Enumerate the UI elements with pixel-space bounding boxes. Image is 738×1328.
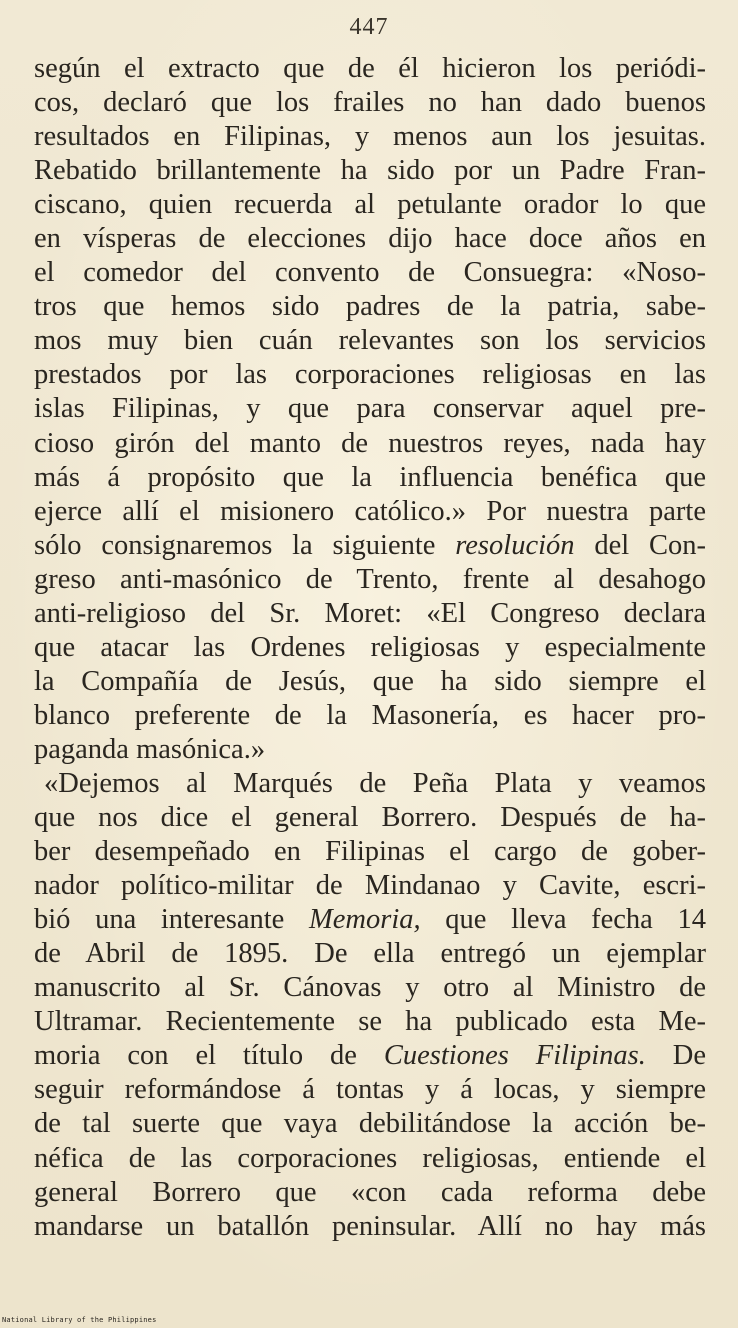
text-line <box>34 358 706 392</box>
italic-phrase: resolución <box>455 529 575 561</box>
text-line <box>34 563 706 597</box>
text-segment: moria con el título de <box>34 1040 384 1072</box>
text-segment: islas Filipinas, y que para conservar aquel pre- <box>34 393 706 425</box>
text-segment: nador político-militar de Mindanao y Cavite, escri- <box>34 870 706 902</box>
text-segment: de tal suerte que vaya debilitándose la acción be- <box>34 1108 706 1140</box>
text-line <box>34 937 706 971</box>
text-line <box>34 597 706 631</box>
text-line <box>34 222 706 256</box>
text-line <box>34 835 706 869</box>
text-line <box>34 290 706 324</box>
text-line <box>34 461 706 495</box>
text-line <box>34 767 706 801</box>
text-segment: «Dejemos al Marqués de Peña Plata y veamos <box>44 767 706 799</box>
italic-phrase: Cuestiones Filipinas. <box>383 1040 646 1072</box>
text-segment: blanco preferente de la Masonería, es hacer pro- <box>34 699 706 731</box>
text-segment: el comedor del convento de Consuegra: «Noso- <box>34 257 706 289</box>
text-line <box>34 86 706 120</box>
text-segment: la Compañía de Jesús, que ha sido siempre el <box>34 665 706 697</box>
text-segment: sólo consignaremos la siguiente <box>34 529 456 561</box>
text-line <box>34 699 706 733</box>
text-segment: resultados en Filipinas, y menos aun los jesuitas. <box>34 121 706 153</box>
text-line <box>34 869 706 903</box>
text-segment: greso anti-masónico de Trento, frente al desahogo <box>34 563 706 595</box>
text-segment: ber desempeñado en Filipinas el cargo de gober- <box>34 836 706 868</box>
text-segment: paganda masónica.» <box>34 733 266 765</box>
text-segment: Rebatido brillantemente ha sido por un Padre Fran- <box>34 155 706 187</box>
text-line <box>34 154 706 188</box>
text-line <box>34 903 706 937</box>
text-segment: seguir reformándose á tontas y á locas, y siempre <box>34 1074 706 1106</box>
text-line <box>34 1142 706 1176</box>
text-segment: prestados por las corporaciones religiosas en las <box>34 359 706 391</box>
text-line <box>34 188 706 222</box>
text-line <box>34 801 706 835</box>
text-line <box>34 256 706 290</box>
text-line <box>34 971 706 1005</box>
text-segment: cioso girón del manto de nuestros reyes, nada hay <box>34 427 706 459</box>
text-segment: néfica de las corporaciones religiosas, entiende el <box>34 1142 706 1174</box>
text-segment: ciscano, quien recuerda al petulante orador lo que <box>34 189 706 221</box>
text-line <box>34 392 706 426</box>
page-number: 447 <box>349 14 389 40</box>
text-segment: mandarse un batallón peninsular. Allí no hay más <box>34 1210 706 1242</box>
text-segment: anti-religioso del Sr. Moret: «El Congreso declara <box>34 597 706 629</box>
text-line <box>34 1210 706 1244</box>
text-segment: según el extracto que de él hicieron los periódi- <box>34 53 706 84</box>
text-segment: que atacar las Ordenes religiosas y especialmente <box>34 631 706 663</box>
text-line <box>34 1005 706 1039</box>
text-segment: de Abril de 1895. De ella entregó un ejemplar <box>34 938 706 970</box>
text-segment: general Borrero que «con cada reforma debe <box>34 1176 706 1208</box>
text-line <box>34 529 706 563</box>
text-line <box>34 427 706 461</box>
text-line <box>34 1107 706 1141</box>
text-segment: mos muy bien cuán relevantes son los servicios <box>34 325 706 357</box>
text-segment: del Con- <box>574 529 706 561</box>
library-credit: National Library of the Philippines <box>2 1316 157 1324</box>
text-segment: ejerce allí el misionero católico.» Por nuestra parte <box>34 495 706 527</box>
text-segment: que nos dice el general Borrero. Después de ha- <box>34 802 706 834</box>
text-line <box>34 495 706 529</box>
text-line <box>34 631 706 665</box>
text-line <box>34 120 706 154</box>
body-text <box>34 52 706 1244</box>
text-segment: tros que hemos sido padres de la patria, sabe- <box>34 291 706 323</box>
text-line <box>34 733 706 767</box>
text-segment: en vísperas de elecciones dijo hace doce años en <box>34 223 706 255</box>
text-line <box>34 1039 706 1073</box>
italic-phrase: Memoria, <box>309 904 421 936</box>
text-segment: bió una interesante <box>34 904 309 936</box>
text-line <box>34 324 706 358</box>
text-line <box>34 1176 706 1210</box>
text-segment: manuscrito al Sr. Cánovas y otro al Ministro de <box>34 972 706 1004</box>
text-segment: cos, declaró que los frailes no han dado buenos <box>34 87 706 119</box>
text-segment: que lleva fecha 14 <box>420 904 706 936</box>
text-segment: De <box>645 1040 706 1072</box>
text-line <box>34 1073 706 1107</box>
text-segment: Ultramar. Recientemente se ha publicado esta Me- <box>34 1006 706 1038</box>
text-segment: más á propósito que la influencia benéfica que <box>34 461 706 493</box>
text-line <box>34 665 706 699</box>
text-line <box>34 52 706 86</box>
